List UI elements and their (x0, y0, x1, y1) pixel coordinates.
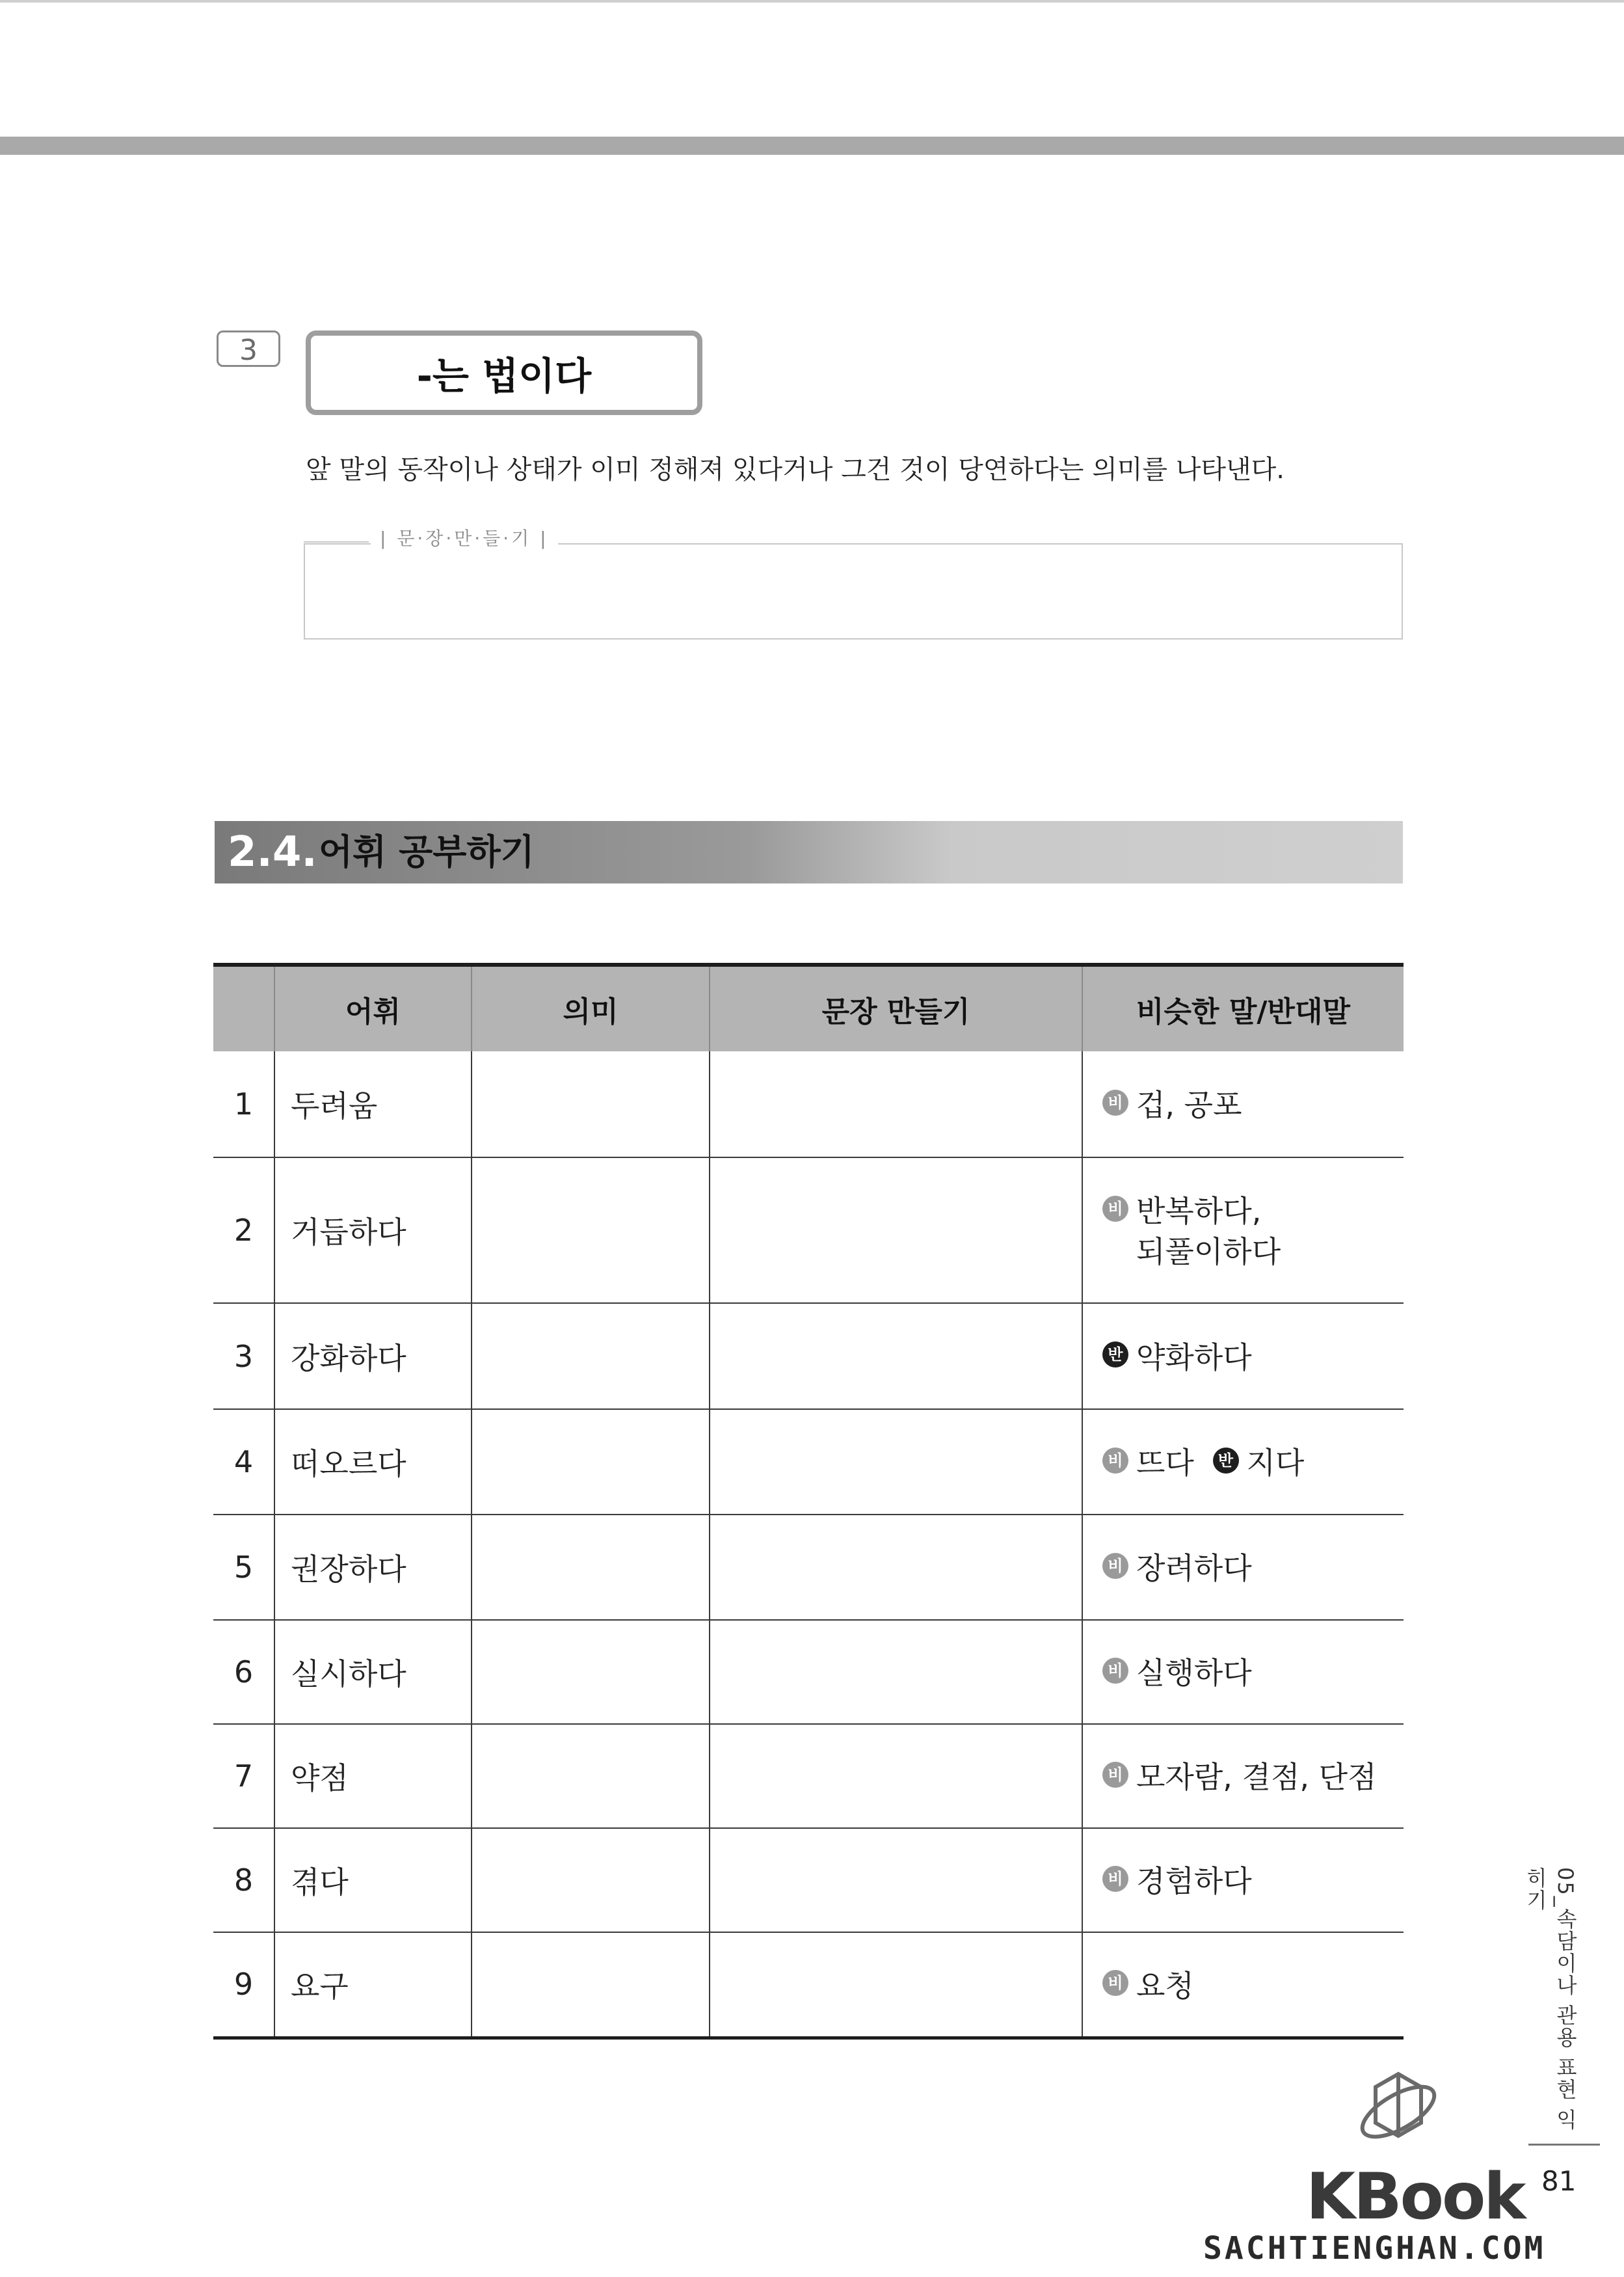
meaning-cell (472, 1828, 710, 1932)
header-number (213, 965, 274, 1051)
section-number: 2.4. (228, 828, 317, 876)
vocab-word: 겪다 (274, 1828, 472, 1932)
sentence-cell (710, 1409, 1082, 1515)
table-row (213, 1620, 1404, 1724)
related-words-cell (1082, 1051, 1404, 1157)
row-number: 6 (213, 1620, 274, 1724)
top-edge-line (0, 0, 1624, 3)
related-words: 실행하다 (1136, 1655, 1252, 1691)
vocab-word: 두려움 (274, 1051, 472, 1157)
grammar-title: -는 법이다 (416, 354, 592, 398)
related-words-cell (1082, 1515, 1404, 1620)
related-words: 경험하다 (1136, 1863, 1252, 1899)
meaning-cell (472, 1409, 710, 1515)
kbook-logo-text: KBook (1306, 2160, 1524, 2234)
similar-mark-icon: 비 (1102, 1196, 1128, 1222)
vocab-word: 권장하다 (274, 1515, 472, 1620)
related-words-line2: 되풀이하다 (1136, 1233, 1281, 1269)
meaning-cell (472, 1620, 710, 1724)
sentence-cell (710, 1828, 1082, 1932)
similar-mark-icon: 비 (1102, 1448, 1128, 1474)
meaning-cell (472, 1932, 710, 2038)
related-words-cell (1082, 1157, 1404, 1303)
table-row (213, 1724, 1404, 1828)
vocab-word: 약점 (274, 1724, 472, 1828)
grammar-description: 앞 말의 동작이나 상태가 이미 정해져 있다거나 그건 것이 당연하다는 의미를 나타낸다. (306, 455, 1285, 485)
table-row (213, 1157, 1404, 1303)
sentence-cell (710, 1303, 1082, 1409)
page-number-rule (1528, 2144, 1600, 2146)
related-words-cell (1082, 1828, 1404, 1932)
page-number: 81 (1541, 2165, 1577, 2197)
similar-mark-icon: 비 (1102, 1553, 1128, 1579)
opposite-mark-icon: 반 (1102, 1341, 1128, 1368)
vocabulary-table (213, 963, 1404, 2040)
similar-mark-icon: 비 (1102, 1970, 1128, 1996)
opposite-mark-icon: 반 (1213, 1448, 1239, 1474)
table-row (213, 1303, 1404, 1409)
similar-mark-icon: 비 (1102, 1658, 1128, 1684)
row-number: 3 (213, 1303, 274, 1409)
header-meaning: 의미 (472, 965, 710, 1051)
row-number: 4 (213, 1409, 274, 1515)
opposite-word: 지다 (1246, 1445, 1305, 1481)
meaning-cell (472, 1724, 710, 1828)
row-number: 7 (213, 1724, 274, 1828)
related-words-cell (1082, 1303, 1404, 1409)
sentence-cell (710, 1724, 1082, 1828)
sentence-cell (710, 1157, 1082, 1303)
related-words: 모자람, 결점, 단점 (1136, 1759, 1377, 1795)
header-sentence: 문장 만들기 (710, 965, 1082, 1051)
vocab-word: 실시하다 (274, 1620, 472, 1724)
sentence-cell (710, 1620, 1082, 1724)
related-words-cell (1082, 1932, 1404, 2038)
row-number: 2 (213, 1157, 274, 1303)
related-words: 뜨다 (1136, 1445, 1194, 1481)
meaning-cell (472, 1157, 710, 1303)
related-words: 겁, 공포 (1136, 1087, 1242, 1123)
table-row (213, 1515, 1404, 1620)
related-words: 약화하다 (1136, 1340, 1252, 1375)
meaning-cell (472, 1051, 710, 1157)
sentence-cell (710, 1051, 1082, 1157)
section-title: 어휘 공부하기 (319, 831, 535, 872)
meaning-cell (472, 1515, 710, 1620)
table-header-row (213, 965, 1404, 1051)
vocab-word: 거듭하다 (274, 1157, 472, 1303)
table-row (213, 1051, 1404, 1157)
row-number: 1 (213, 1051, 274, 1157)
practice-label-rule (304, 541, 369, 543)
practice-label: | 문·장·만·들·기 | (371, 524, 558, 550)
table-row (213, 1409, 1404, 1515)
sentence-cell (710, 1515, 1082, 1620)
vocab-word: 요구 (274, 1932, 472, 2038)
similar-mark-icon: 비 (1102, 1090, 1128, 1116)
similar-mark-icon: 비 (1102, 1762, 1128, 1788)
related-words: 반복하다, (1136, 1193, 1262, 1229)
vocab-word: 떠오르다 (274, 1409, 472, 1515)
table-row (213, 1932, 1404, 2038)
related-words-cell (1082, 1409, 1404, 1515)
row-number: 5 (213, 1515, 274, 1620)
meaning-cell (472, 1303, 710, 1409)
book-logo-icon (1350, 2061, 1447, 2159)
practice-writing-box (304, 543, 1403, 640)
related-words: 장려하다 (1136, 1550, 1252, 1586)
header-band (0, 137, 1624, 155)
vocab-word: 강화하다 (274, 1303, 472, 1409)
related-words-cell (1082, 1724, 1404, 1828)
header-related-words: 비슷한 말/반대말 (1082, 965, 1404, 1051)
grammar-title-box (306, 330, 702, 415)
row-number: 9 (213, 1932, 274, 2038)
table-row (213, 1828, 1404, 1932)
chapter-side-label: 05_속담이나 관용 표현 익히기 (1523, 1867, 1578, 2131)
site-url: SACHTIENGHAN.COM (1203, 2230, 1546, 2267)
sentence-cell (710, 1932, 1082, 2038)
row-number: 8 (213, 1828, 274, 1932)
related-words: 요청 (1136, 1968, 1194, 2003)
related-words-cell (1082, 1620, 1404, 1724)
header-vocabulary: 어휘 (274, 965, 472, 1051)
similar-mark-icon: 비 (1102, 1866, 1128, 1892)
grammar-number-badge: 3 (217, 330, 280, 367)
